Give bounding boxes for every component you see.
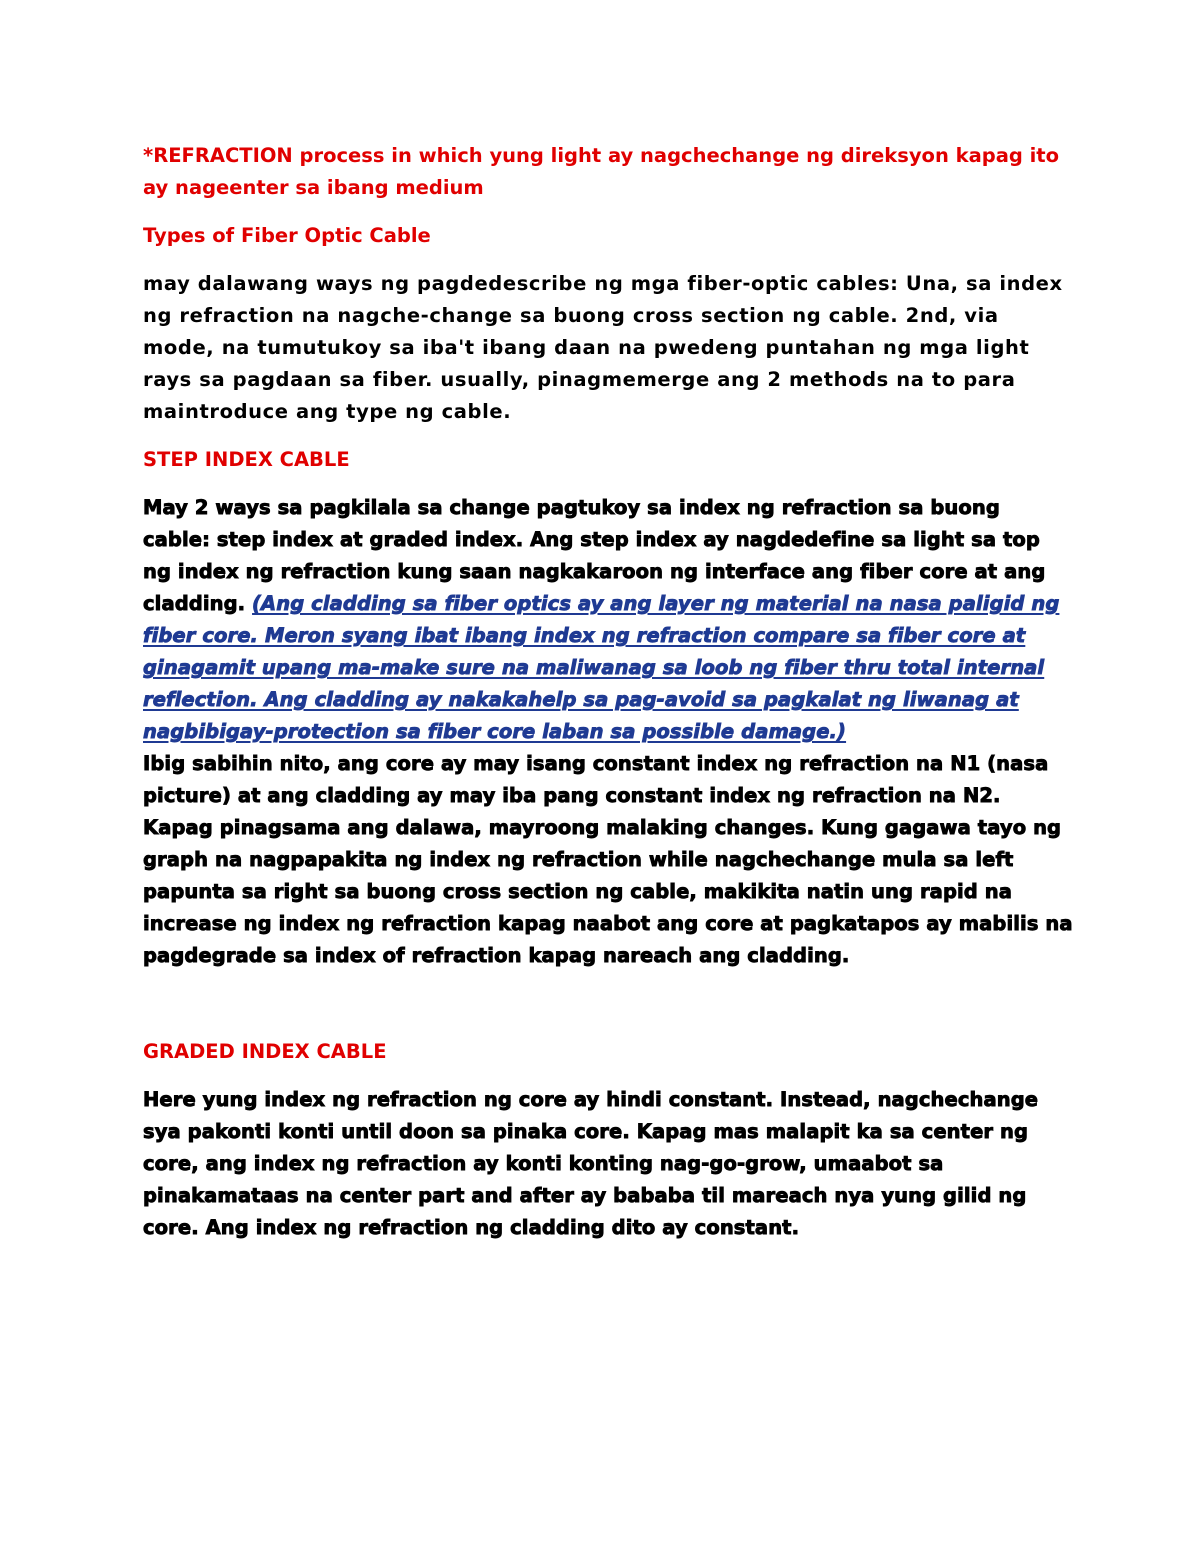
graded-index-paragraph: Here yung index ng refraction ng core ay hindi constant. Instead, nagchechange sya pakonti konti until doon sa pinaka core. Kapag mas malapit ka sa center ng core, ang index ng refraction ay konti konting nag-go-grow, umaabot sa pinakamataas na center part and after ay bababa til mareach nya yung gilid ng core. Ang index ng refraction ng cladding dito ay constant. <box>143 1088 1039 1239</box>
spacer <box>143 476 1073 492</box>
types-paragraph: may dalawang ways ng pagdedescribe ng mga fiber-optic cables: Una, sa index ng refraction na nagche-change sa buong cross section ng cable. 2nd, via mode, na tumutukoy sa iba't ibang daan na pwedeng puntahan ng mga light rays sa pagdaan sa fiber. usually, pinagmemerge ang 2 methods na to para maintroduce ang type ng cable. <box>143 272 1063 423</box>
spacer <box>143 204 1073 220</box>
spacer <box>143 972 1073 1036</box>
step-index-paragraph-2: Ibig sabihin nito, ang core ay may isang constant index ng refraction na N1 (nasa picture) at ang cladding ay may iba pang constant index ng refraction na N2. Kapag pinagsama ang dalawa, mayroong malaking changes. Kung gagawa tayo ng graph na nagpapakita ng index ng refraction while nagchechange mula sa left papunta sa right sa buong cross section ng cable, makikita natin ung rapid na increase ng index ng refraction kapag naabot ang core at pagkatapos ay mabilis na pagdegrade sa index of refraction kapag nareach ang cladding. <box>143 752 1073 967</box>
graded-index-heading: GRADED INDEX CABLE <box>143 1040 387 1063</box>
step-index-heading: STEP INDEX CABLE <box>143 448 350 471</box>
types-heading: Types of Fiber Optic Cable <box>143 224 431 247</box>
spacer <box>143 1068 1073 1084</box>
cladding-note: (Ang cladding sa fiber optics ay ang layer ng material na nasa paligid ng fiber core. Meron syang ibat ibang index ng refraction compare sa fiber core at ginagamit upang ma-make sure na maliwanag sa loob ng fiber thru total internal reflection. Ang cladding ay nakakahelp sa pag-avoid sa pagkalat ng liwanag at nagbibigay-protection sa fiber core laban sa possible damage.) <box>143 592 1060 743</box>
step-index-text: May 2 ways sa pagkilala sa change pagtukoy sa index ng refraction sa buong cable: step index at graded index. Ang step index ay nagdedefine sa light sa top ng index ng refraction kung saan nagkakaroon ng interface ang fiber core at ang cladding. <box>143 496 1046 615</box>
document-body <box>143 140 1073 1244</box>
spacer <box>143 428 1073 444</box>
step-index-paragraph <box>143 492 1073 748</box>
spacer <box>143 252 1073 268</box>
refraction-definition: *REFRACTION process in which yung light ay nagchechange ng direksyon kapag ito ay nageenter sa ibang medium <box>143 144 1060 199</box>
